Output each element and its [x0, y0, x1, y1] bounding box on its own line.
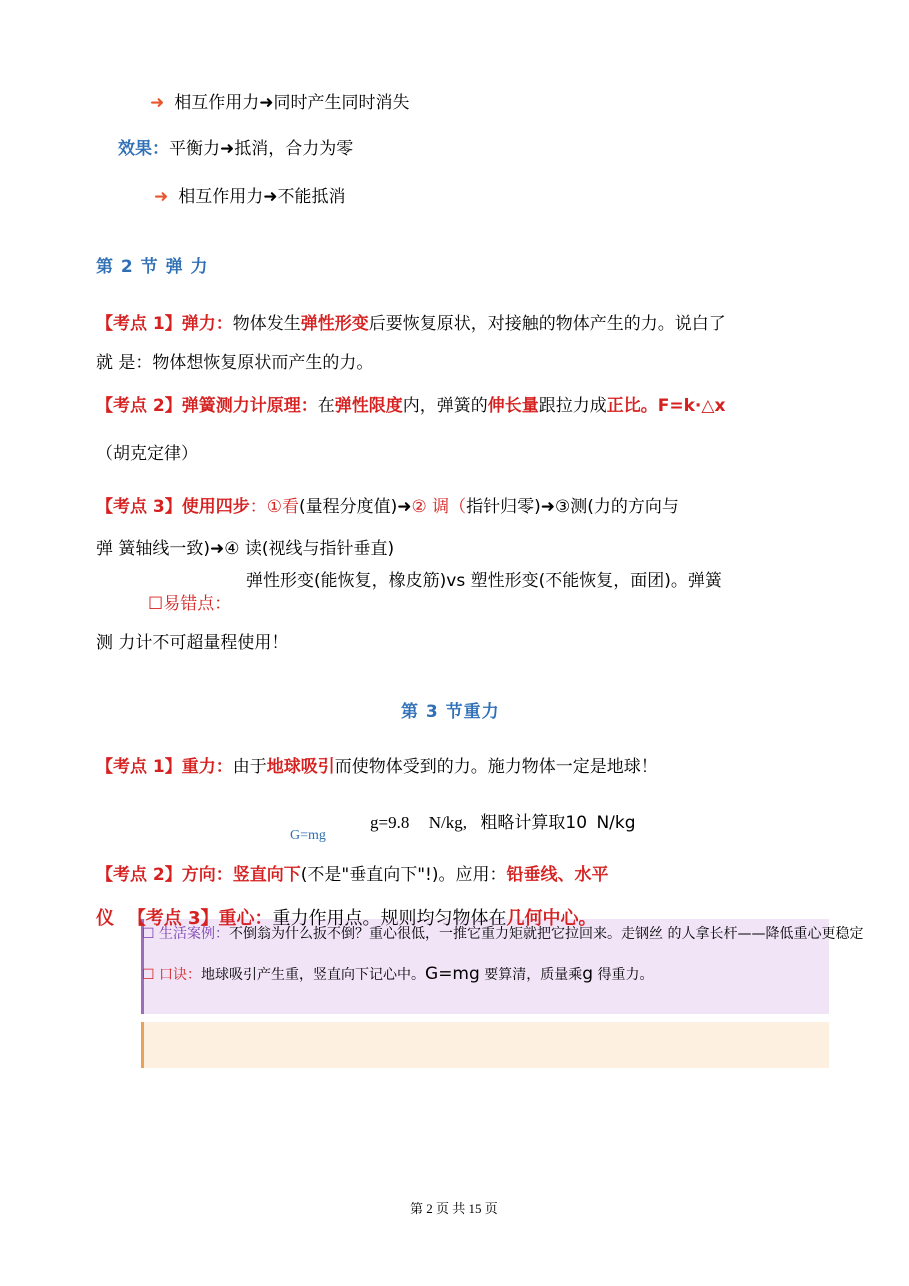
s2-tip-cut: 测 力计不可超量程使用！: [96, 633, 289, 653]
line-effect: [118, 138, 353, 160]
text: 后要恢复原状，对接触的物体产生的力。说白了: [368, 314, 726, 334]
effect-text: 平衡力➜抵消，合力为零: [169, 139, 354, 159]
s2-tip-text: 弹性形变(能恢复，橡皮筋)vs 塑性形变(不能恢复，面团)。弹簧: [246, 571, 722, 591]
text: 粗略计算取10: [480, 813, 588, 833]
highlight: 几何中心。: [506, 908, 597, 929]
s2-point1-line1: [96, 313, 726, 335]
point1-label: 【考点 1】弹力：: [96, 314, 233, 334]
line-mutual-force-1: [150, 92, 410, 114]
s2-point2-line2: （胡克定律）: [96, 444, 198, 464]
case-text: 不倒翁为什么扳不倒？重心很低，一推它重力矩就把它拉回来。走钢丝 的人拿长杆——降低重心更稳定: [229, 926, 864, 942]
text: (量程分度值)➜: [299, 497, 412, 517]
highlight: 弹性限度: [334, 396, 403, 416]
text: 由于: [232, 757, 267, 777]
step1: ①看: [266, 497, 299, 517]
unit: N/kg: [596, 813, 636, 833]
point2-label: 【考点 2】方向：: [96, 865, 233, 885]
text: 内，弹簧的: [402, 396, 488, 416]
formula-line: [370, 812, 636, 834]
s2-tip-label: ☐易错点：: [148, 594, 232, 614]
text: 地球吸引产生重，竖直向下记心中。: [201, 967, 426, 983]
arrow-icon: ➜: [154, 187, 169, 207]
text: (不是"垂直向下"!)。应用：: [300, 865, 507, 885]
formula: g: [582, 964, 594, 984]
effect-label: 效果：: [118, 139, 169, 159]
formula: G=mg: [425, 964, 480, 984]
highlight: 正比。F=k·△x: [606, 396, 726, 416]
point1-label: 【考点 1】重力：: [96, 757, 233, 777]
colon: ：: [249, 497, 267, 517]
prefix: 仪: [96, 908, 114, 929]
point3-label: 【考点 3】重心：: [127, 908, 273, 929]
text: 物体发生: [232, 314, 301, 334]
text: 指针归零)➜③测(力的方向与: [466, 497, 679, 517]
mnemonic-label: ☐ 口诀：: [142, 967, 202, 983]
text: 重力作用点。规则均匀物体在: [272, 908, 507, 929]
section3-heading: 第 3 节重力: [401, 702, 500, 722]
highlight: 地球吸引: [266, 757, 335, 777]
tip-box-orange: [141, 1022, 829, 1068]
highlight: 铅垂线、水平: [506, 865, 609, 885]
s2-point2-line1: [96, 395, 725, 417]
s2-point1-line2: 就 是：物体想恢复原状而产生的力。: [96, 353, 374, 373]
s3-point2: [96, 864, 608, 886]
g-value: g=9.8: [370, 813, 410, 832]
text: 跟拉力成: [538, 396, 607, 416]
s2-point3-line2: 弹 簧轴线一致)➜④ 读(视线与指针垂直): [96, 539, 395, 559]
highlight: 弹性形变: [300, 314, 369, 334]
page-footer: 第 2 页 共 15 页: [410, 1201, 498, 1216]
text: 要算清，质量乘: [479, 967, 583, 983]
highlight: 竖直向下: [232, 865, 301, 885]
g-unit: N/kg,: [428, 813, 467, 832]
arrow-icon: ➜: [150, 93, 165, 113]
text: 而使物体受到的力。施力物体一定是地球！: [334, 757, 658, 777]
text: 得重力。: [593, 967, 654, 983]
case-label: ☐ 生活案例：: [142, 926, 230, 942]
s3-point3: [96, 908, 597, 930]
text: 在: [317, 396, 335, 416]
section2-heading: 第 2 节 弹 力: [96, 257, 209, 277]
line-text: 相互作用力➜不能抵消: [178, 187, 346, 207]
step2: ② 调（: [411, 497, 467, 517]
s2-point3-line1: [96, 496, 679, 518]
line-text: 相互作用力➜同时产生同时消失: [174, 93, 410, 113]
line-mutual-force-2: [154, 186, 346, 208]
highlight: 伸长量: [487, 396, 539, 416]
point3-label: 【考点 3】使用四步: [96, 497, 250, 517]
mnemonic-line: [142, 965, 654, 984]
s3-point1: [96, 756, 658, 778]
point2-label: 【考点 2】弹簧测力计原理：: [96, 396, 318, 416]
formula-cut: G=mg: [290, 828, 326, 843]
